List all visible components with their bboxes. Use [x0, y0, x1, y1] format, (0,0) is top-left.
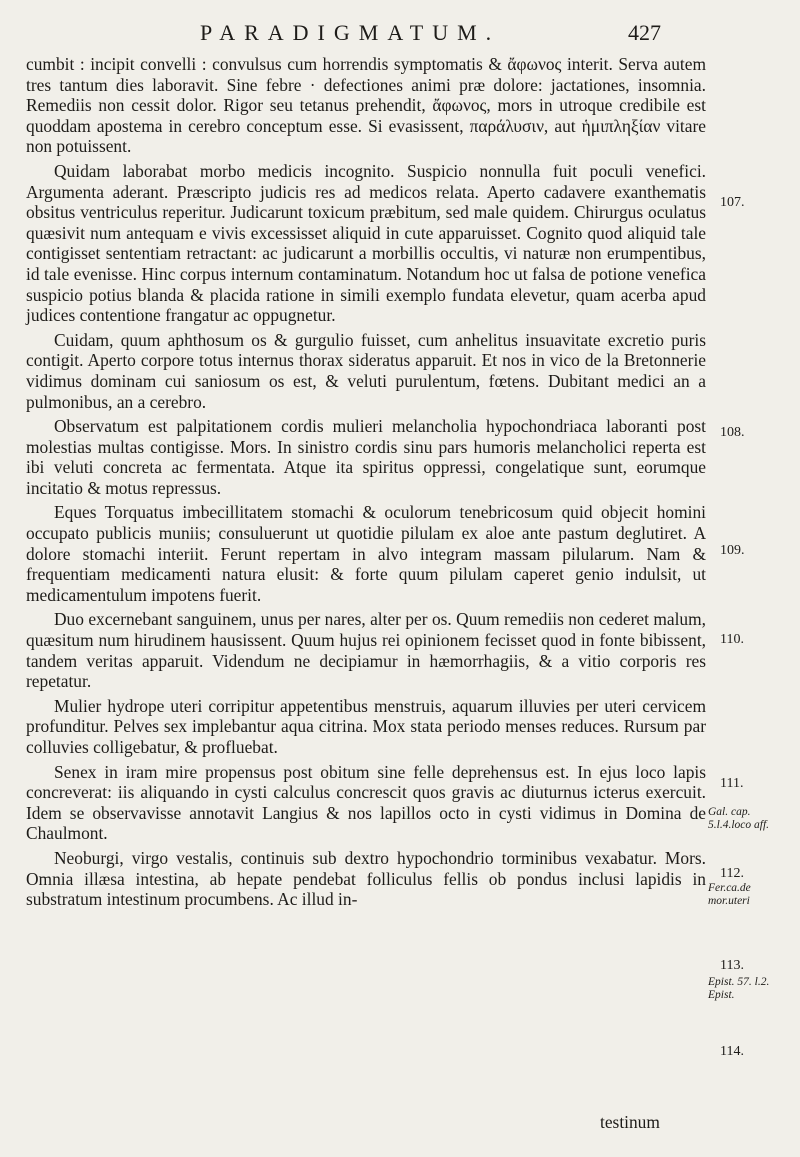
margin-number-111: 111. [720, 776, 744, 791]
paragraph-112: Mulier hydrope uteri corripitur appetentibus menstruis, aquarum illuvies per uteri cervicem profunditur. Pelves sex implebantur aqua citrina. Mox stata periodo menses reduces. Rursum par colluvies colligebatur, & profluebat. [26, 695, 706, 757]
paragraph-110: Eques Torquatus imbecillitatem stomachi & oculorum tenebricosum quid objecit homini occupato publicis muniis; consuluerunt ut quotidie pilulam ex aloe ante pastum deglutiret. A dolore stomachi interiit. Ferunt repertam in alvo integram massam pilularum. Nam & frequentiam medicamenti natura elusit: & forte quum pilulam caperet genio indulsit, ut medicamentulum impotens fuerit. [26, 502, 706, 605]
paragraph-111: Duo excernebant sanguinem, unus per nares, alter per os. Quum remediis non cederet malum, quæsitum num hirudinem hausissent. Quum hujus rei opinionem fecisset quod in fonte bibissent, tandem veritas apparuit. Videndum ne decipiamur in hæmorrhagiis, & a vitio corporis res repetatur. [26, 609, 706, 692]
paragraph-108: Cuidam, quum aphthosum os & gurgulio fuisset, cum anhelitus insuavitate excretio puris contigit. Aperto corpore totus internus thorax sideratus apparuit. Et nos in vico de la Bretonnerie vidimus dominam cui saniosum os est, & veluti purulentum, fœtens. Dubitant medici an a pulmonibus, an a cerebro. [26, 329, 706, 412]
paragraph-continuation: cumbit : incipit convelli : convulsus cum horrendis symptomatis & ἄφωνος interit. Serva autem tres tantum dies laboravit. Sine febre · defectiones animi præ dolore: jactationes, insomnia. Remediis non cessit dolor. Rigor seu tetanus prehendit, ἄφωνος, mors in utroque credibile est quoddam apostema in cerebro conceptum esse. Si evasissent, παράλυσιν, aut ἡμιπληξίαν vitare non potuissent. [26, 54, 706, 157]
paragraph-109: Observatum est palpitationem cordis mulieri melancholia hypochondriaca laboranti post molestias multas contigisse. Mors. In sinistro cordis sinu pars humoris melancholici reperta est ibi veluti concreta ac fermentata. Atque ita spiritus oppressi, congelatique sunt, eorumque incitatio & motus repressus. [26, 416, 706, 498]
page-number: 427 [628, 20, 661, 45]
running-title: PARADIGMATUM. [200, 20, 501, 45]
paragraph-107: Quidam laborabat morbo medicis incognito. Suspicio nonnulla fuit poculi venefici. Argumenta aderant. Præscripto judicis res ad medicos relata. Aperto cadavere exanthematis obsitus ventriculus reperitur. Judicarunt toxicum præbitum, sed male quidem. Chirurgus oculatus quæsivit num antequam e vivis excessisset aliquid in cute apparuisset. Cognito quod aliquid tale contigisset sententiam retractant: ac judicarunt a morbillis occultis, vi naturæ non erumpentibus, id tale evenisse. Hinc corpus internum contaminatum. Notandum hoc ut falsa de potione venefica suspicio potius blanda & placida ratione in simili exemplo fundata elevetur, quam acerba apud judices contentione frangatur ac oppugnetur. [26, 160, 706, 326]
margin-reference-epist: Epist. 57. l.2. Epist. [708, 976, 770, 1001]
margin-number-107: 107. [720, 195, 745, 210]
catchword: testinum [600, 1112, 660, 1132]
margin-number-113: 113. [720, 958, 744, 973]
margin-reference-fernel: Fer.ca.de mor.uteri [708, 882, 751, 907]
running-head [0, 20, 800, 50]
margin-number-109: 109. [720, 543, 745, 558]
body-text [26, 54, 706, 914]
paragraph-113: Senex in iram mire propensus post obitum sine felle deprehensus est. In ejus loco lapis concreverat: iis aliquando in cysti calculus concrescit quos gravis ac diuturnus icterus exercuit. Idem se observavisse annotavit Langius & nos lapillos octo in cysti vidimus in Domina de Chaulmont. [26, 761, 706, 844]
margin-number-114: 114. [720, 1044, 744, 1059]
margin-number-110: 110. [720, 632, 744, 647]
margin-reference-galen: Gal. cap. 5.l.4.loco aff. [708, 806, 770, 831]
margin-number-112: 112. [720, 866, 744, 881]
margin-number-108: 108. [720, 425, 745, 440]
paragraph-114: Neoburgi, virgo vestalis, continuis sub dextro hypochondrio torminibus vexabatur. Mors. Omnia illæsa intestina, ab hepate pendebat folliculus fellis ob pondus inclusi lapidis in substratum intestinum procumbens. Ac illud in- [26, 847, 706, 910]
